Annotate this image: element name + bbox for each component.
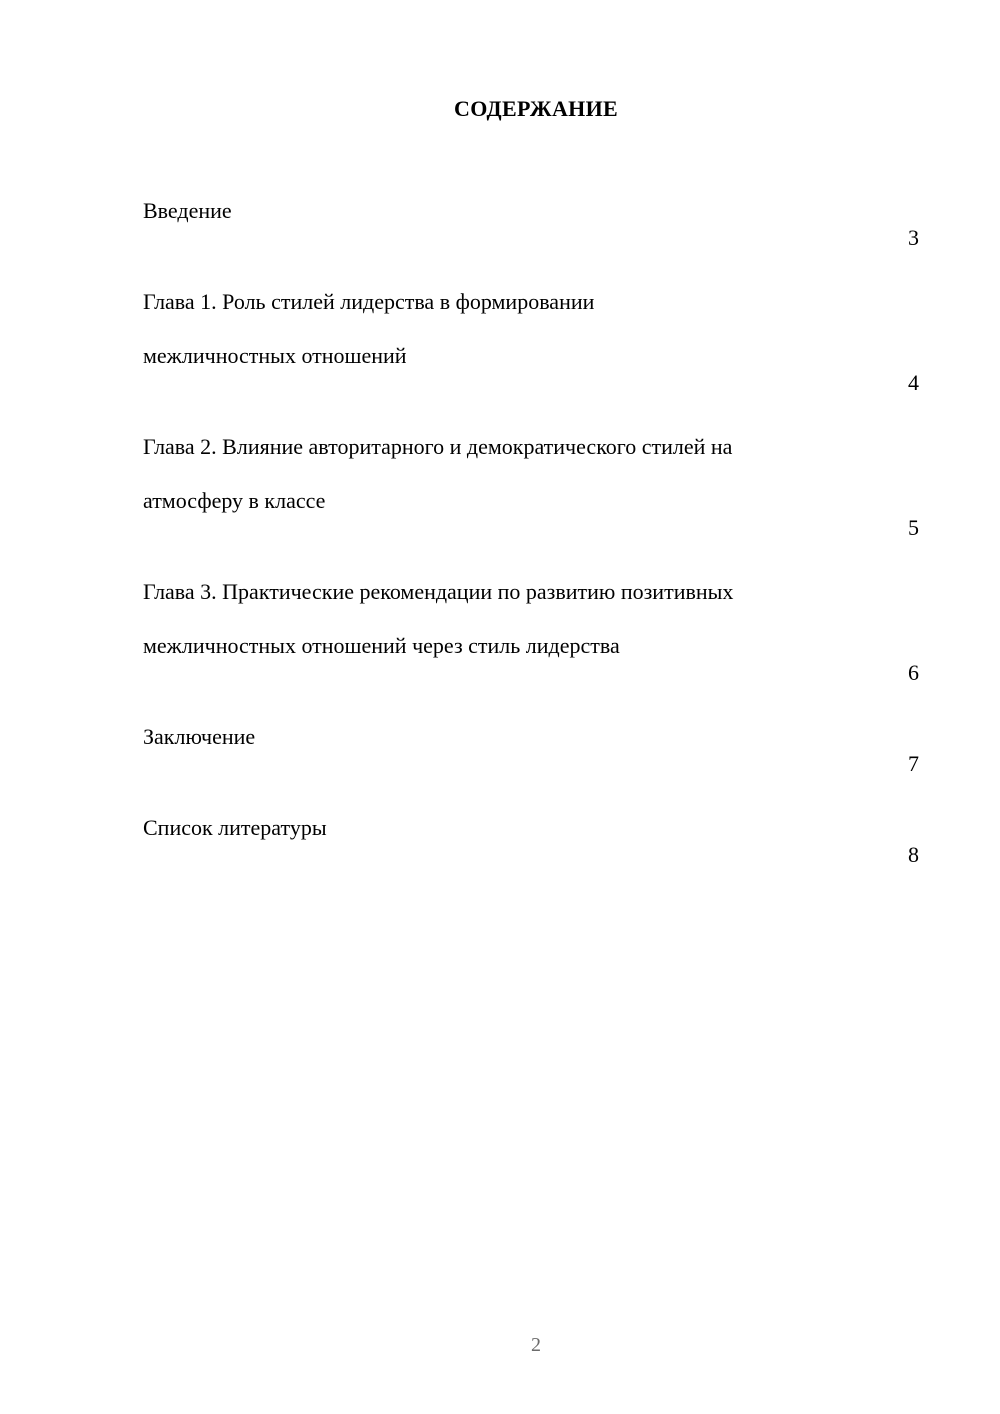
toc-entry-references (143, 787, 919, 868)
toc-entry-title (143, 406, 905, 541)
toc-entry-introduction (143, 170, 919, 251)
toc-entry-title-line: Глава 1. Роль стилей лидерства в формировании (143, 289, 595, 314)
toc-entry-chapter-1 (143, 261, 919, 396)
toc-entry-title-line: Глава 3. Практические рекомендации по развитию позитивных (143, 579, 734, 604)
toc-heading: СОДЕРЖАНИЕ (454, 96, 618, 121)
toc-entry-chapter-3 (143, 551, 919, 686)
toc-entry-page: 4 (908, 370, 919, 395)
toc-entry-title (143, 551, 905, 686)
toc-entry-title (143, 696, 905, 777)
toc-entry-title-line: межличностных отношений через стиль лидерства (143, 633, 620, 658)
toc-entry-page: 7 (908, 751, 919, 776)
table-of-contents (143, 170, 919, 878)
toc-entry-page: 5 (908, 515, 919, 540)
page-number: 2 (531, 1334, 541, 1356)
toc-entry-title-line: Введение (143, 198, 232, 223)
toc-entry-title (143, 261, 905, 396)
toc-entry-title-line: атмосферу в классе (143, 488, 326, 513)
toc-entry-title-line: Глава 2. Влияние авторитарного и демократического стилей на (143, 434, 733, 459)
toc-entry-page: 8 (908, 842, 919, 867)
toc-entry-chapter-2 (143, 406, 919, 541)
toc-entry-title (143, 787, 905, 868)
toc-entry-page: 3 (908, 225, 919, 250)
toc-entry-title-line: межличностных отношений (143, 343, 407, 368)
toc-entry-page: 6 (908, 660, 919, 685)
toc-entry-title-line: Заключение (143, 724, 256, 749)
toc-entry-title (143, 170, 905, 251)
toc-entry-conclusion (143, 696, 919, 777)
toc-entry-title-line: Список литературы (143, 815, 327, 840)
